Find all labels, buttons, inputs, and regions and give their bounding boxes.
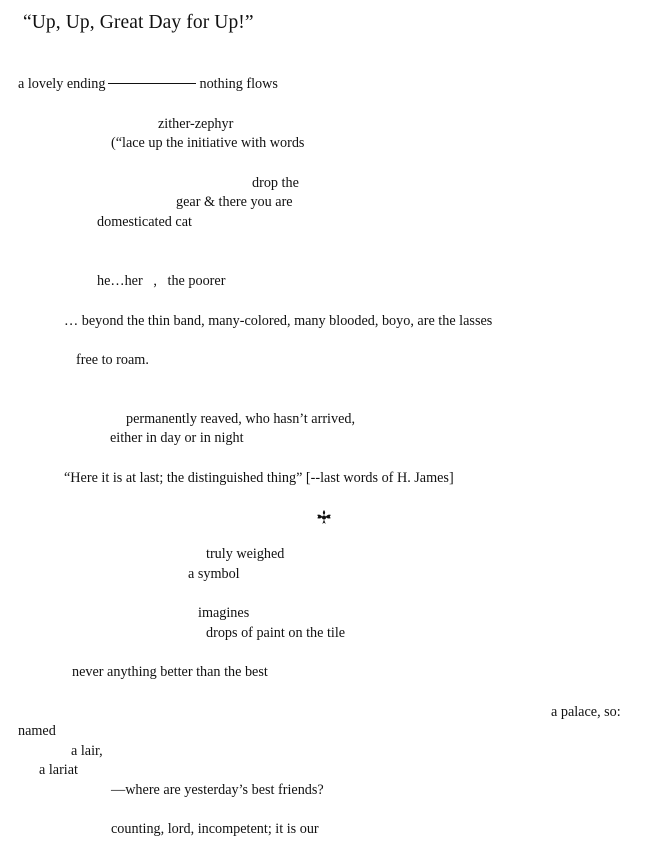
poem-line-20: a lair, — [71, 743, 103, 759]
fleuron-icon — [316, 509, 332, 525]
poem-line-14: a symbol — [188, 566, 240, 582]
poem-line-1 — [18, 76, 278, 92]
poem-line-21: a lariat — [39, 762, 78, 778]
poem-line-7: he…her , the poorer — [97, 273, 226, 289]
poem-line-12: “Here it is at last; the distinguished thing” [--last words of H. James] — [64, 470, 454, 486]
poem-line-1-start: a lovely ending — [18, 76, 106, 92]
em-rule — [108, 83, 196, 84]
poem-line-10: permanently reaved, who hasn’t arrived, — [126, 411, 356, 427]
poem-line-6: domesticated cat — [97, 214, 192, 230]
poem-line-16: drops of paint on the tile — [206, 625, 346, 641]
poem-line-17: never anything better than the best — [72, 664, 268, 680]
poem-line-1-end: nothing flows — [199, 76, 278, 92]
poem-line-23: counting, lord, incompetent; it is our — [111, 821, 319, 837]
poem-title: “Up, Up, Great Day for Up!” — [23, 12, 254, 33]
poem-line-11: either in day or in night — [110, 430, 244, 446]
poem-line-4: drop the — [252, 175, 299, 191]
poem-line-18: a palace, so: — [551, 704, 621, 720]
poem-line-15: imagines — [198, 605, 250, 621]
poem-line-2: zither-zephyr — [158, 116, 234, 132]
poem-line-5: gear & there you are — [176, 194, 293, 210]
poem-line-9: free to roam. — [76, 352, 149, 368]
poem-line-22: —where are yesterday’s best friends? — [111, 782, 324, 798]
poem-line-13: truly weighed — [206, 546, 285, 562]
poem-line-8: … beyond the thin band, many-colored, many blooded, boyo, are the lasses — [64, 313, 493, 329]
poem-line-3: (“lace up the initiative with words — [111, 135, 305, 151]
poem-line-19: named — [18, 723, 56, 739]
